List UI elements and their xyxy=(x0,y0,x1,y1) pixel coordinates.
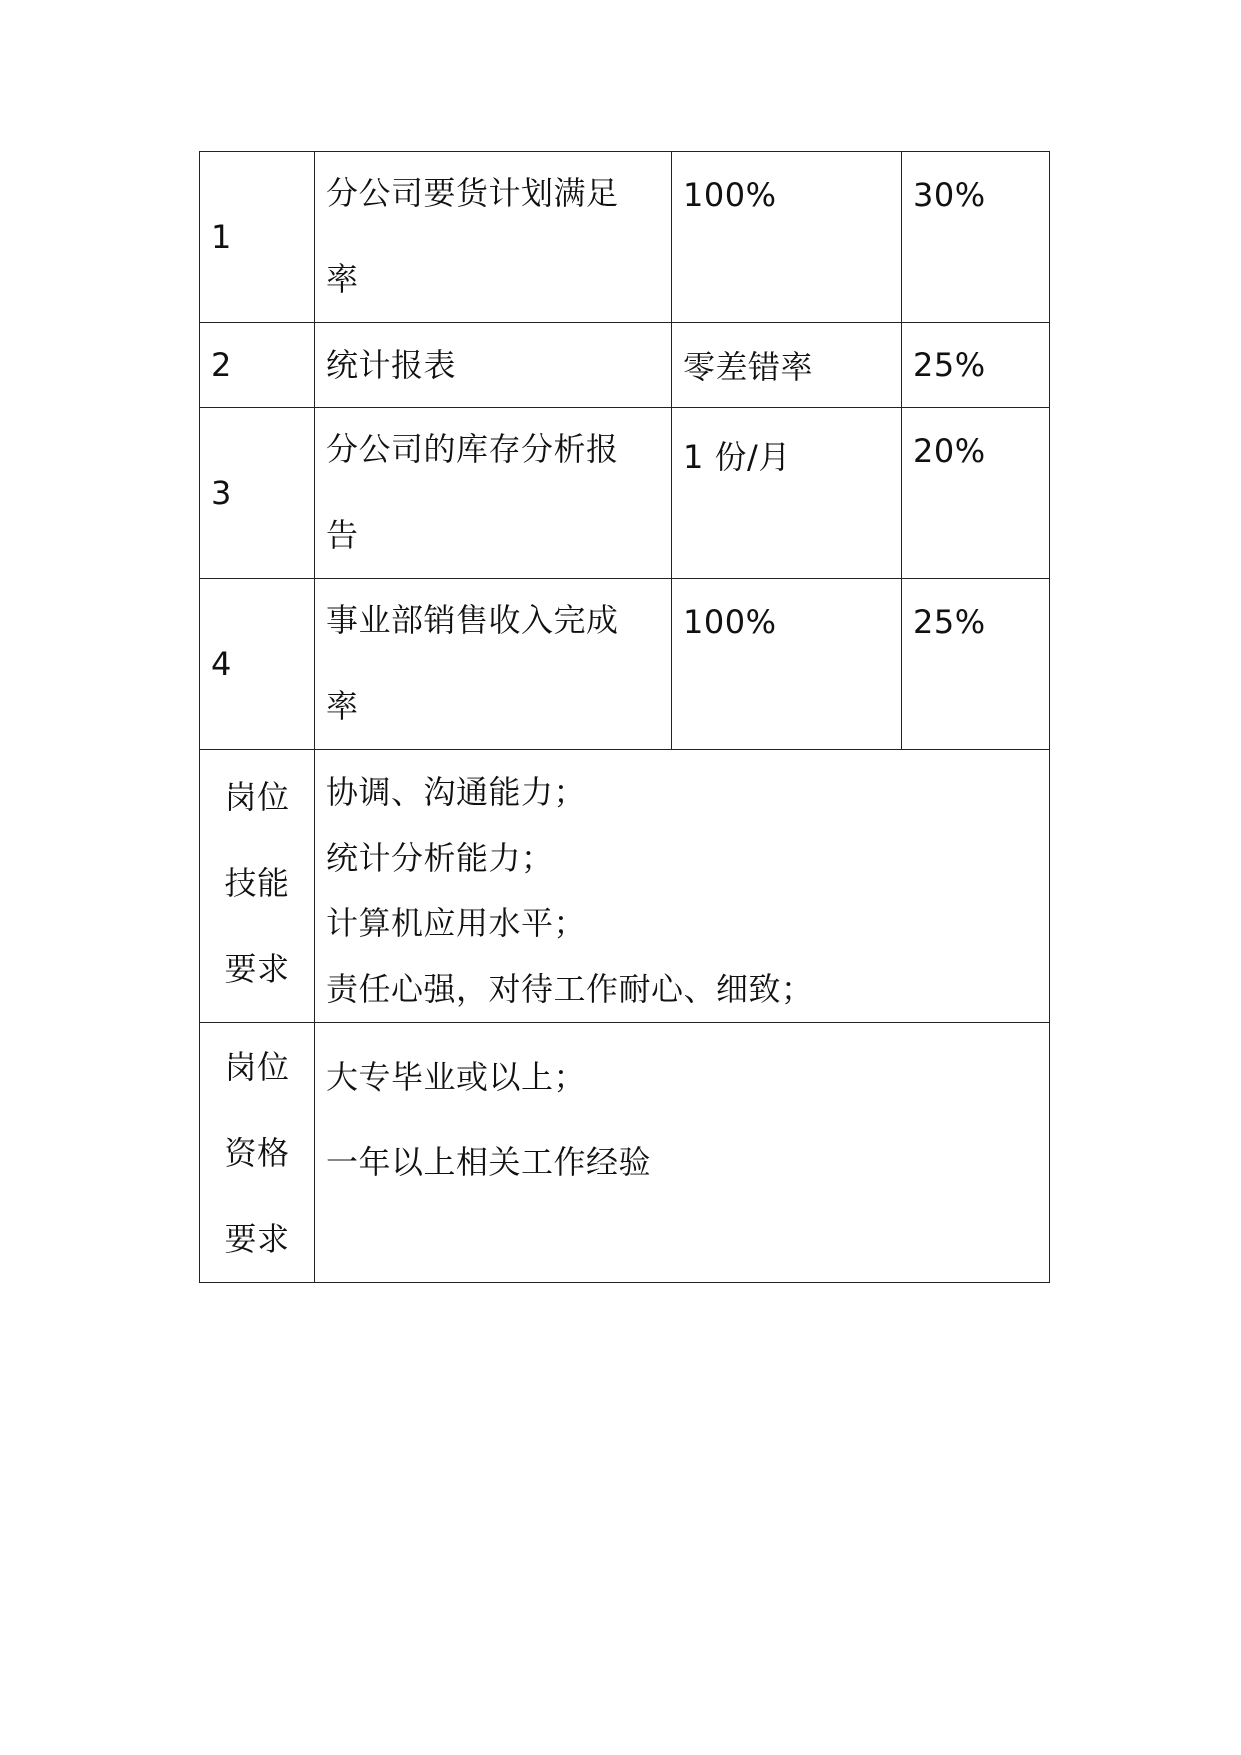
qualification-item: 大专毕业或以上； xyxy=(326,1058,587,1096)
kpi-target: 1 份/月 xyxy=(672,408,902,579)
qualification-requirements-label xyxy=(200,1023,315,1283)
qualification-requirements-row xyxy=(200,1023,1050,1283)
kpi-weight: 25% xyxy=(902,579,1050,750)
skill-requirements-list xyxy=(315,750,1050,1023)
kpi-row xyxy=(200,408,1050,579)
label-line: 岗位 xyxy=(224,778,290,816)
kpi-name-line: 告 xyxy=(326,516,359,554)
kpi-row xyxy=(200,579,1050,750)
kpi-weight: 25% xyxy=(902,323,1050,408)
kpi-weight: 20% xyxy=(902,408,1050,579)
kpi-name-line: 率 xyxy=(326,687,359,725)
job-description-table xyxy=(199,151,1050,1283)
kpi-target: 100% xyxy=(672,579,902,750)
kpi-name-line: 分公司的库存分析报 xyxy=(326,430,619,468)
kpi-number: 2 xyxy=(200,323,315,408)
skill-requirements-label xyxy=(200,750,315,1023)
kpi-target: 100% xyxy=(672,152,902,323)
qualification-item: 一年以上相关工作经验 xyxy=(326,1143,652,1181)
kpi-name-line: 率 xyxy=(326,260,359,298)
kpi-weight: 30% xyxy=(902,152,1050,323)
kpi-name-line: 统计报表 xyxy=(326,346,457,384)
kpi-number: 1 xyxy=(200,152,315,323)
label-line: 岗位 xyxy=(224,1048,290,1086)
label-line: 要求 xyxy=(224,950,290,988)
label-line: 要求 xyxy=(224,1220,290,1258)
label-line: 技能 xyxy=(224,864,290,902)
kpi-name-line: 分公司要货计划满足 xyxy=(326,174,619,212)
kpi-row xyxy=(200,323,1050,408)
skill-item: 统计分析能力； xyxy=(326,838,554,877)
skill-item: 责任心强，对待工作耐心、细致； xyxy=(326,969,814,1008)
kpi-number: 4 xyxy=(200,579,315,750)
qualification-requirements-list xyxy=(315,1023,1050,1283)
skill-requirements-row xyxy=(200,750,1050,1023)
kpi-name-line: 事业部销售收入完成 xyxy=(326,601,619,639)
label-line: 资格 xyxy=(224,1134,290,1172)
kpi-number: 3 xyxy=(200,408,315,579)
kpi-name-cell xyxy=(315,323,672,408)
kpi-target: 零差错率 xyxy=(672,323,902,408)
kpi-row xyxy=(200,152,1050,323)
kpi-name-cell xyxy=(315,152,672,323)
kpi-name-cell xyxy=(315,579,672,750)
kpi-name-cell xyxy=(315,408,672,579)
skill-item: 计算机应用水平； xyxy=(326,904,587,942)
job-description-table-container xyxy=(199,151,1049,1283)
skill-item: 协调、沟通能力； xyxy=(326,773,587,811)
